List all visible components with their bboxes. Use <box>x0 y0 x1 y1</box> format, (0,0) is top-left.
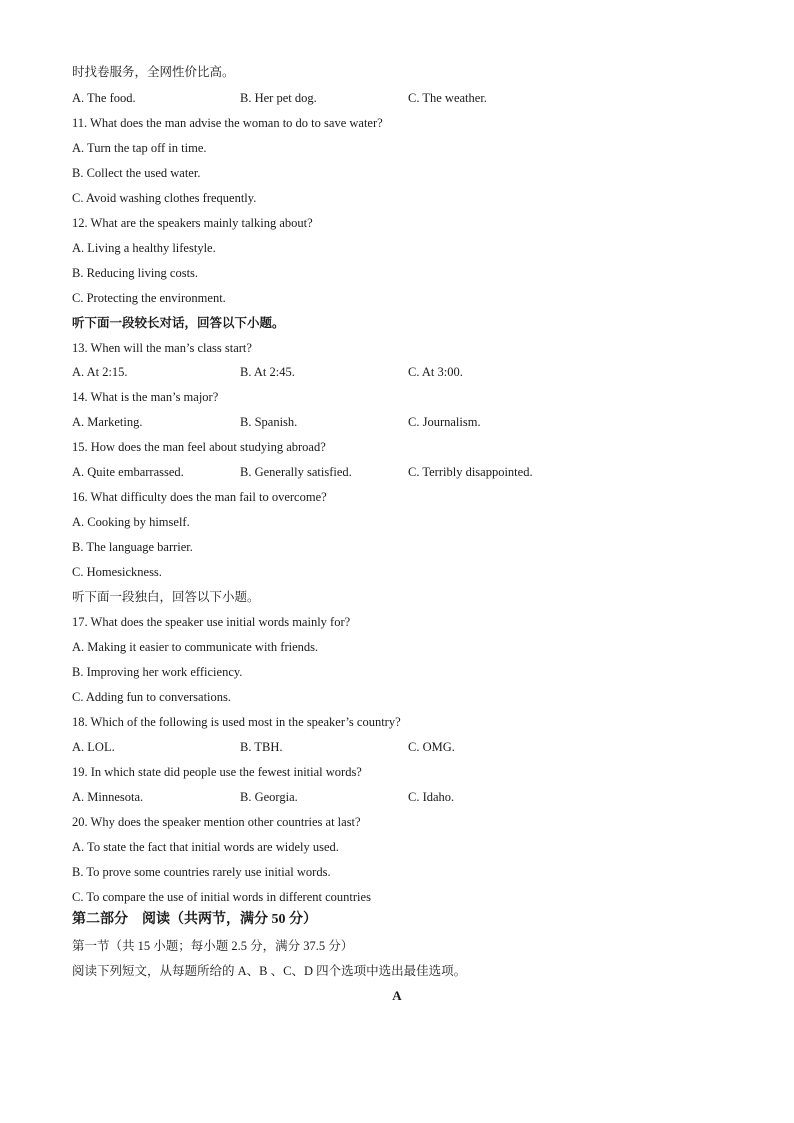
q18-option-c: C. OMG. <box>408 740 455 754</box>
q17-question: 17. What does the speaker use initial words mainly for? <box>72 615 351 629</box>
q19-question: 19. In which state did people use the fewest initial words? <box>72 765 362 779</box>
q10-option-a: A. The food. <box>72 91 136 105</box>
q18-option-a: A. LOL. <box>72 740 115 754</box>
q11-option-c: C. Avoid washing clothes frequently. <box>72 191 257 205</box>
q14-option-c: C. Journalism. <box>408 415 481 429</box>
section-monologue: 听下面一段独白，回答以下小题。 <box>72 590 260 604</box>
q13-option-c: C. At 3:00. <box>408 365 463 379</box>
q15-option-c: C. Terribly disappointed. <box>408 465 533 479</box>
q11-question: 11. What does the man advise the woman to do to save water? <box>72 116 383 130</box>
q17-option-c: C. Adding fun to conversations. <box>72 690 232 704</box>
q19-option-a: A. Minnesota. <box>72 790 144 804</box>
q17-option-b: B. Improving her work efficiency. <box>72 665 243 679</box>
q10-option-c: C. The weather. <box>408 91 487 105</box>
part2-instruction: 阅读下列短文，从每题所给的 A、B 、C、D 四个选项中选出最佳选项。 <box>72 964 467 978</box>
q20-question: 20. Why does the speaker mention other countries at last? <box>72 815 361 829</box>
q20-option-a: A. To state the fact that initial words are widely used. <box>72 840 339 854</box>
q13-question: 13. When will the man’s class start? <box>72 341 252 355</box>
q16-option-b: B. The language barrier. <box>72 540 193 554</box>
q10-option-b: B. Her pet dog. <box>240 91 317 105</box>
q16-question: 16. What difficulty does the man fail to overcome? <box>72 490 327 504</box>
q18-question: 18. Which of the following is used most in the speaker’s country? <box>72 715 401 729</box>
q14-option-b: B. Spanish. <box>240 415 298 429</box>
part2-title: 第二部分 阅读（共两节，满分 50 分） <box>72 912 317 927</box>
q12-question: 12. What are the speakers mainly talking about? <box>72 216 313 230</box>
q11-option-b: B. Collect the used water. <box>72 166 201 180</box>
section-long-dialogue: 听下面一段较长对话，回答以下小题。 <box>72 316 285 330</box>
q19-option-b: B. Georgia. <box>240 790 298 804</box>
q12-option-c: C. Protecting the environment. <box>72 291 226 305</box>
q12-option-a: A. Living a healthy lifestyle. <box>72 241 216 255</box>
q16-option-a: A. Cooking by himself. <box>72 515 190 529</box>
q14-question: 14. What is the man’s major? <box>72 390 219 404</box>
q14-option-a: A. Marketing. <box>72 415 143 429</box>
q17-option-a: A. Making it easier to communicate with friends. <box>72 640 319 654</box>
part2-section1: 第一节（共 15 小题；每小题 2.5 分，满分 37.5 分） <box>72 939 354 953</box>
q13-option-b: B. At 2:45. <box>240 365 295 379</box>
q12-option-b: B. Reducing living costs. <box>72 266 199 280</box>
header-note: 时找卷服务，全网性价比高。 <box>72 65 235 79</box>
passage-label: A <box>392 988 402 1003</box>
q16-option-c: C. Homesickness. <box>72 565 162 579</box>
q11-option-a: A. Turn the tap off in time. <box>72 141 207 155</box>
q20-option-b: B. To prove some countries rarely use initial words. <box>72 865 331 879</box>
q19-option-c: C. Idaho. <box>408 790 455 804</box>
q15-question: 15. How does the man feel about studying abroad? <box>72 440 326 454</box>
q15-option-b: B. Generally satisfied. <box>240 465 352 479</box>
q18-option-b: B. TBH. <box>240 740 283 754</box>
q15-option-a: A. Quite embarrassed. <box>72 465 184 479</box>
q13-option-a: A. At 2:15. <box>72 365 128 379</box>
q20-option-c: C. To compare the use of initial words in different countries <box>72 890 371 904</box>
